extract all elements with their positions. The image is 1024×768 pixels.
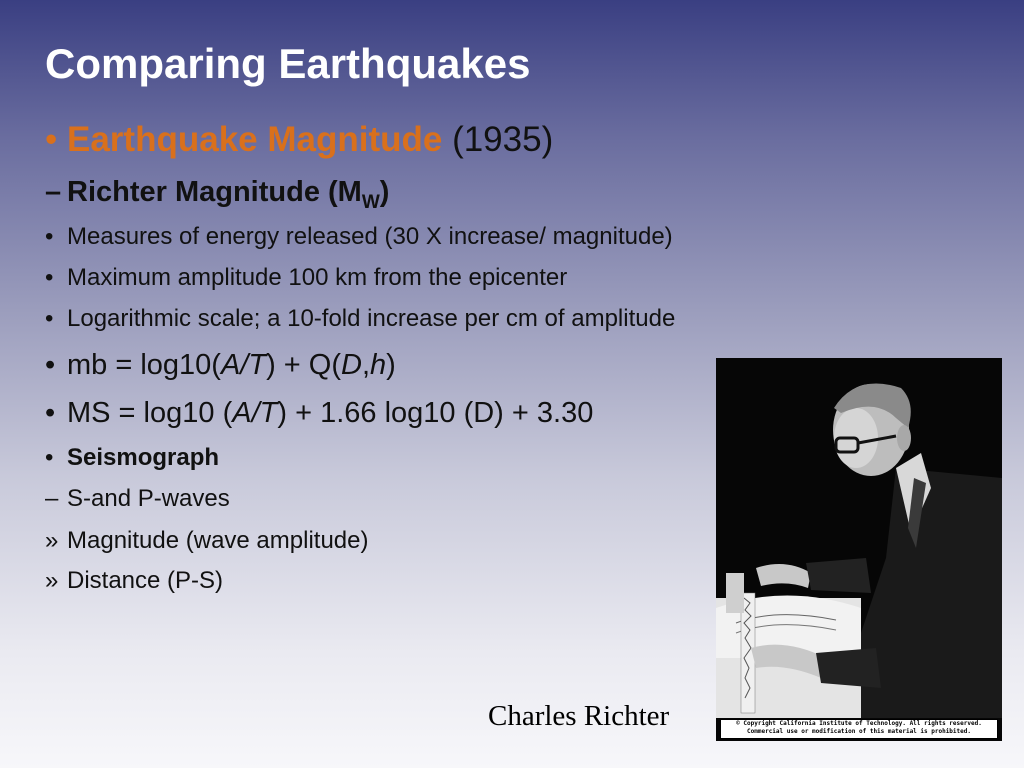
bullet-marker: • [45, 444, 54, 471]
bullet-text: S-and P-waves [67, 485, 230, 512]
formula-slash: / [251, 397, 260, 429]
close-paren: ) [379, 176, 390, 208]
bullet-text: Maximum amplitude 100 km from the epicenter [67, 264, 568, 291]
highlight-text: Earthquake Magnitude [67, 120, 443, 159]
charles-richter-photo [716, 358, 1002, 741]
formula-var-h: h [370, 349, 387, 381]
formula-mb [45, 349, 396, 382]
formula-slash: / [240, 349, 249, 381]
formula-part: ) [386, 349, 396, 381]
year-text: (1935) [452, 120, 554, 159]
copyright-notice [720, 719, 998, 739]
formula-ms [45, 397, 593, 430]
subsub-distance [45, 567, 223, 595]
formula-part: mb = log10( [67, 349, 221, 381]
formula-part: ) + 1.66 log10 (D) + 3.30 [277, 397, 594, 429]
subsub-magnitude [45, 527, 369, 555]
bullet-marker: • [45, 349, 56, 381]
bullet-energy [45, 223, 673, 251]
formula-var-d: D [341, 349, 362, 381]
photo-illustration [716, 358, 1002, 741]
bullet-earthquake-magnitude [45, 120, 553, 160]
formula-part: MS = log10 ( [67, 397, 233, 429]
dash-marker: – [45, 485, 59, 512]
bullet-log-scale [45, 305, 675, 333]
bullet-text: Logarithmic scale; a 10-fold increase per cm of amplitude [67, 305, 676, 332]
copyright-line-1: © Copyright California Institute of Technology. All rights reserved. [736, 720, 982, 727]
bullet-text: Magnitude (wave amplitude) [67, 527, 369, 554]
guillemet-marker: » [45, 567, 59, 594]
slide-title: Comparing Earthquakes [45, 40, 531, 87]
bullet-marker: • [45, 397, 56, 429]
subscript-w: W [361, 192, 380, 213]
bullet-marker: • [45, 223, 54, 250]
formula-part: ) + Q( [266, 349, 341, 381]
sub-richter-magnitude [45, 176, 389, 214]
richter-text: Richter Magnitude (M [67, 176, 362, 208]
photo-caption: Charles Richter [488, 700, 670, 732]
bullet-seismograph [45, 444, 219, 472]
sub-s-p-waves [45, 485, 230, 513]
bullet-amplitude [45, 264, 567, 292]
bullet-text: Distance (P-S) [67, 567, 224, 594]
bullet-text: Seismograph [67, 444, 220, 471]
formula-var-a: A [232, 397, 252, 429]
bullet-marker: • [45, 264, 54, 291]
bullet-text: Measures of energy released (30 X increase/ magnitude) [67, 223, 673, 250]
guillemet-marker: » [45, 527, 59, 554]
copyright-line-2: Commercial use or modification of this material is prohibited. [747, 727, 971, 735]
formula-var-t: T [259, 397, 278, 429]
bullet-marker: • [45, 120, 58, 159]
bullet-marker: • [45, 305, 54, 332]
formula-comma: , [361, 349, 371, 381]
formula-var-a: A [220, 349, 241, 381]
formula-var-t: T [248, 349, 267, 381]
dash-marker: – [45, 176, 62, 208]
